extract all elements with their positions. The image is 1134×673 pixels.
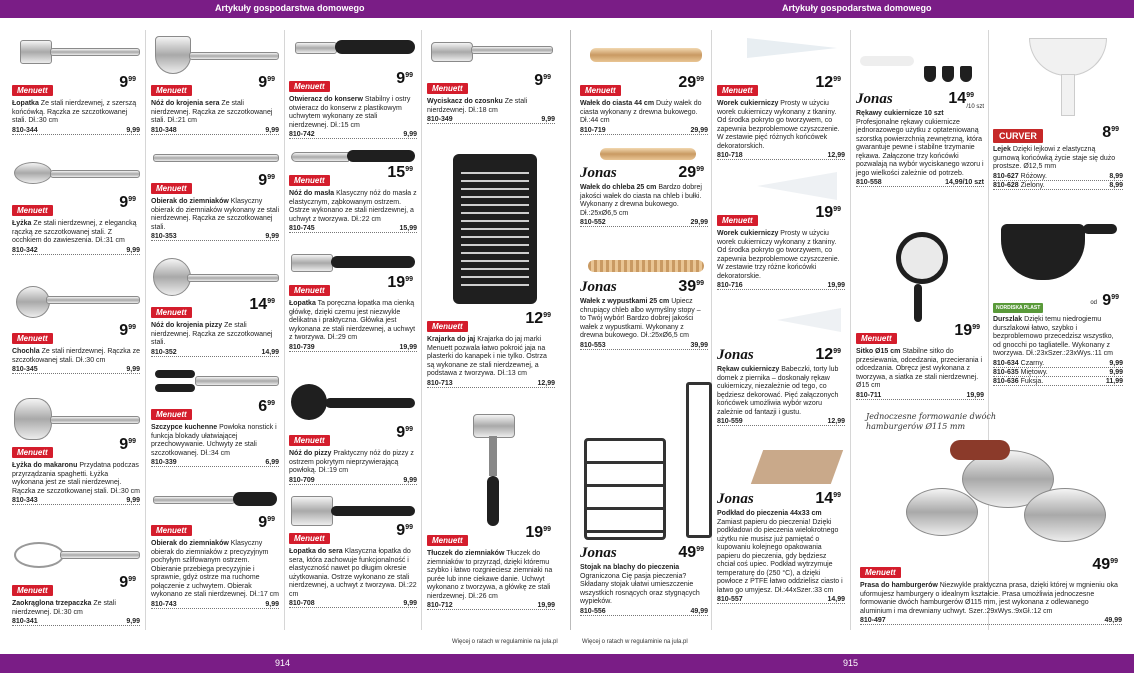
- sku-row: 810-628 Zielony. 8,99: [993, 181, 1123, 189]
- garlic-press-icon: [431, 42, 473, 62]
- can-opener-icon: [295, 42, 337, 54]
- product-card[interactable]: [151, 256, 279, 357]
- product-name: Łyżka do makaronu: [12, 462, 78, 469]
- sku-row: 810-344 9,99: [12, 126, 140, 134]
- price: $19^{99}$: [815, 204, 841, 221]
- brand-logo: Menuett: [12, 447, 53, 458]
- divider: [850, 30, 851, 630]
- brand-logo: Menuett: [151, 409, 192, 420]
- product-card[interactable]: [717, 306, 845, 426]
- brand-logo: Jonas: [580, 165, 617, 181]
- sku-row: 810-716 19,99: [717, 282, 845, 289]
- product-name: Krajarka do jaj: [427, 336, 476, 343]
- product-card[interactable]: [12, 282, 140, 374]
- tongs-icon: [155, 384, 195, 392]
- sku-row: 810-556 49,99: [580, 607, 708, 615]
- brand-logo: Menuett: [717, 85, 758, 96]
- sku-row: 810-635 Miętowy. 9,99: [993, 368, 1123, 376]
- divider: [421, 30, 422, 630]
- bottom-bar: [0, 654, 1134, 673]
- product-card[interactable]: [580, 380, 708, 616]
- piping-bags-icon: [860, 56, 914, 66]
- top-bar: [0, 0, 1134, 18]
- ladle-icon: [16, 286, 50, 318]
- brand-logo: CURVER: [993, 129, 1043, 143]
- brand-logo: Menuett: [12, 585, 53, 596]
- funnel-spout: [1061, 74, 1075, 116]
- brand-logo: Jonas: [580, 545, 617, 561]
- product-card[interactable]: [580, 34, 708, 135]
- handle-icon: [331, 256, 415, 268]
- product-card[interactable]: [717, 450, 845, 604]
- handle-icon: [335, 40, 415, 54]
- nozzle-icon: [924, 66, 936, 82]
- handwritten-note: Jednoczesne formowanie dwóch hamburgerów Ø115 mm: [866, 412, 997, 431]
- brand-logo: Menuett: [289, 533, 330, 544]
- brand-logo: Jonas: [856, 91, 893, 107]
- product-card[interactable]: [289, 250, 417, 352]
- spatula-icon: [20, 40, 52, 64]
- spatula-icon: [291, 254, 333, 272]
- sku-row: 810-636 Fuksja. 11,99: [993, 377, 1123, 385]
- product-description: Prosty w użyciu worek cukierniczy wykonany z tkaniny. Od środka pokryto go tworzywem, co zapewnia bezproblemowe czyszczenie. W zestawie pięć różnych końcówek dekoratorskich.: [717, 100, 840, 150]
- product-description: Klasyczny obierak do ziemniaków z precyzyjnym pochyłym szlifowanym ostrzem. Obieranie przebiega precyzyjnie i sprawnie, gdyż ostrze ma ruchome połączenie z uchwytem. Obierak wykonano ze stali nierdzewnej. Dł.:17 cm: [151, 540, 280, 598]
- product-card[interactable]: [580, 254, 708, 350]
- footnote-right: Więcej o ratach w regulaminie na jula.pl: [582, 639, 688, 645]
- sku-row: 810-353 9,99: [151, 233, 279, 240]
- nozzle-icon: [942, 66, 954, 82]
- product-name: Stojak na blachy do pieczenia: [580, 564, 680, 571]
- price: $9^{99}$: [396, 522, 413, 539]
- handle-icon: [46, 296, 140, 304]
- product-card[interactable]: [12, 34, 140, 135]
- brand-logo: Menuett: [12, 205, 53, 216]
- product-name: Chochla: [12, 348, 40, 355]
- brand-logo: Menuett: [580, 85, 621, 96]
- price: $9^{99}$: [119, 436, 136, 453]
- press-plate-icon: [906, 488, 978, 536]
- sieve-icon: [896, 232, 948, 284]
- brand-logo: Menuett: [12, 85, 53, 96]
- product-description: Ograniczona Cię pasja pieczenia? Składany stojak ułatwi umieszczenie wszystkich rosnących oraz stygnących wypieków.: [580, 572, 700, 605]
- nozzle-icon: [960, 66, 972, 82]
- sku-row: 810-745 15,99: [289, 225, 417, 232]
- price: $9^{99}$: [396, 424, 413, 441]
- brand-logo: Menuett: [151, 85, 192, 96]
- product-description: Praktyczny nóż do pizzy z ostrzem pokrytym nieprzywierającą powłoką. Dł.:19 cm: [289, 450, 414, 474]
- price: $9^{99}$: [119, 194, 136, 211]
- product-description: Profesjonalne rękawy cukiernicze jednorazowego użytku z optateniowaną szorstką powierzchnią zewnętrzną, która gwarantuje pewne i stabilne trzymanie rękawa. Załączone trzy końcówki pozwalają na wybór wyciskanego wzoru i jego wielkości zależnie od potrzeb.: [856, 118, 984, 177]
- price: $9^{99}$: [258, 172, 275, 189]
- sku-row: 810-634 Czarny. 9,99: [993, 359, 1123, 367]
- product-card[interactable]: [993, 34, 1123, 190]
- sku-row: 810-713 12,99: [427, 379, 555, 387]
- product-name: Łopatka: [12, 100, 39, 107]
- peeler-icon: [153, 154, 279, 162]
- product-card[interactable]: [12, 154, 140, 255]
- sku-row: 810-708 9,99: [289, 600, 417, 607]
- brand-logo: NORDISKA PLAST: [993, 303, 1043, 313]
- product-description: Upiecz chrupiący chleb albo wymyślny stopy – to Twój wybór! Bardzo dobrej jakości wałek z wypustkami. Wykonany z drewna bukowego. Dł.:25xØ6,5 cm: [580, 298, 701, 339]
- product-name: Worek cukierniczy: [717, 100, 779, 107]
- page-number-left: 914: [275, 658, 291, 668]
- masher-icon: [473, 414, 515, 438]
- divider: [284, 30, 285, 630]
- cheese-slicer-icon: [155, 36, 191, 74]
- price: $39^{99}$: [678, 278, 704, 295]
- price: $12^{99}$: [815, 346, 841, 363]
- press-plate-icon: [1024, 488, 1106, 542]
- product-name: Łopatka do sera: [289, 548, 343, 555]
- brand-logo: Menuett: [427, 535, 468, 546]
- product-description: Przydatna podczas przyrządzania spaghetti. Łyżka wykonana jest ze stali nierdzewnej. Rączka ze szczotkowanej stali. Dł.:30 cm: [12, 462, 140, 495]
- product-description: Ze stali nierdzewnej, z szerszą końcówką. Rączka ze szczotkowanej stali. Dł.:30 cm: [12, 100, 137, 124]
- product-description: Ta poręczna łopatka ma cienką główkę, dzięki czemu jest niezwykle delikatna i praktyczna. Główka jest wykonana ze stali nierdzewnej, a uchwyt z tworzywa. Dł.:29 cm: [289, 300, 416, 341]
- product-description: Bardzo dobrej jakości wałek do ciasta na chleb i bułki. Wykonany z drewna bukowego. Dł.:25xØ6,5 cm: [580, 184, 702, 217]
- rolling-pin-icon: [590, 48, 702, 62]
- section-title-left: Artykuły gospodarstwa domowego: [215, 3, 365, 13]
- handle-icon: [233, 492, 277, 506]
- product-name: Sitko Ø15 cm: [856, 348, 901, 355]
- slicer-wires: [461, 166, 529, 292]
- product-description: Ze stali nierdzewnej. Dł.:30 cm: [12, 600, 116, 616]
- product-card[interactable]: [289, 380, 417, 485]
- product-name: Wyciskacz do czosnku: [427, 98, 503, 105]
- product-description: Ze stali nierdzewnej. Rączka ze szczotkowanej stali. Dł.:21 cm: [151, 100, 273, 124]
- handle-icon: [50, 170, 140, 178]
- product-card[interactable]: [856, 226, 984, 400]
- brand-logo: Menuett: [289, 175, 330, 186]
- product-name: Rękaw cukierniczy: [717, 366, 780, 373]
- product-card[interactable]: [580, 144, 708, 227]
- brand-logo: Jonas: [580, 279, 617, 295]
- masher-shaft: [489, 436, 497, 476]
- product-description: Duży wałek do ciasta wykonany z drewna bukowego. Dł.:44 cm: [580, 100, 702, 124]
- brand-logo: Menuett: [151, 183, 192, 194]
- peeler-icon: [153, 496, 235, 504]
- product-name: Nóż do masła: [289, 190, 335, 197]
- product-card[interactable]: [151, 488, 279, 609]
- product-description: Stabilne sitko do przesiewania, odcedzania, przecierania i odcedzania. Obręcz jest wykonana z tworzywa, a siatka ze stali nierdzewnej. Ø15 cm: [856, 348, 983, 389]
- handle-icon: [50, 416, 140, 424]
- handle-icon: [471, 46, 553, 54]
- brand-logo: Menuett: [151, 307, 192, 318]
- brand-logo: Jonas: [717, 491, 754, 507]
- knife-icon: [291, 152, 349, 162]
- handle-icon: [189, 52, 279, 60]
- product-name: Wałek do chleba 25 cm: [580, 184, 657, 191]
- sku-row: 810-552 29,99: [580, 219, 708, 226]
- tongs-icon: [155, 370, 195, 378]
- brand-logo: Menuett: [151, 525, 192, 536]
- price: $12^{99}$: [815, 74, 841, 91]
- product-card[interactable]: [12, 396, 140, 505]
- sku-row: 810-558 14,99/10 szt: [856, 179, 984, 186]
- product-name: Lejek: [993, 146, 1011, 153]
- price: $19^{99}$: [954, 322, 980, 339]
- divider: [711, 30, 712, 630]
- brand-logo: Menuett: [289, 435, 330, 446]
- product-description: Prosty w użyciu worek cukierniczy wykonany z tkaniny. Od środka pokryto go tworzywem, co zapewnia bezproblemowe czyszczenie. W zestawie trzy różne końcówki dekoratorskie.: [717, 230, 840, 280]
- price-unit: /10 szt: [966, 104, 984, 110]
- price: $29^{99}$: [678, 74, 704, 91]
- handle-icon: [347, 150, 415, 162]
- product-card[interactable]: [151, 364, 279, 467]
- wooden-handle-icon: [950, 440, 1010, 460]
- sku-row: 810-341 9,99: [12, 618, 140, 625]
- product-description: Ze stali nierdzewnej. Rączka ze szczotkowanej stali.: [151, 322, 273, 346]
- product-card[interactable]: [289, 34, 417, 139]
- brand-logo: Menuett: [289, 81, 330, 92]
- price: $14^{99}$: [249, 296, 275, 313]
- product-description: Ze stali nierdzewnej. Rączka ze szczotkowanej stali. Dł.:30 cm: [12, 348, 141, 364]
- spoon-icon: [14, 162, 52, 184]
- price: $15^{99}$: [387, 164, 413, 181]
- product-description: Klasyczny obierak do ziemniaków wykonany ze stali nierdzewnej. Rączka ze szczotkowanej stali.: [151, 198, 280, 231]
- product-name: Wałek z wypustkami 25 cm: [580, 298, 670, 305]
- product-card[interactable]: [856, 34, 984, 187]
- sku-row: 810-343 9,99: [12, 497, 140, 504]
- price: $9^{99}$: [396, 70, 413, 87]
- sku-row: 810-711 19,99: [856, 391, 984, 399]
- price: $12^{99}$: [525, 310, 551, 327]
- footnote-left: Więcej o ratach w regulaminie na jula.pl: [452, 639, 558, 645]
- page-number-right: 915: [843, 658, 859, 668]
- product-name: Durszlak: [993, 316, 1023, 323]
- handle-icon: [487, 476, 499, 526]
- product-card[interactable]: [289, 146, 417, 233]
- price: $9^{99}$: [119, 322, 136, 339]
- sku-row: 810-627 Różowy. 8,99: [993, 172, 1123, 180]
- handle-icon: [325, 398, 415, 408]
- spiked-rolling-pin-icon: [588, 260, 704, 272]
- brand-logo: Menuett: [427, 321, 468, 332]
- sku-row: 810-718 12,99: [717, 152, 845, 159]
- price: $19^{99}$: [525, 524, 551, 541]
- product-card[interactable]: [860, 556, 1122, 625]
- cooling-rack-icon: [686, 382, 712, 538]
- product-card[interactable]: [12, 536, 140, 626]
- price: $14^{99}$: [948, 90, 974, 107]
- price: $9^{99}$: [119, 74, 136, 91]
- brand-logo: Menuett: [427, 83, 468, 94]
- whisk-icon: [14, 542, 64, 568]
- product-description: Zamiast papieru do pieczenia! Dzięki podkładowi do pieczenia wielokrotnego użytku nie musisz już pamiętać o kupowaniu kolejnego opakowania papieru do pieczenia, gdy będziesz chciał coś upiec. Podkład wytrzymuje temperaturę do (250 °C), a dzięki powłoce z PTFE łatwo oddzielisz ciasto i łatwo go umyjesz. Dł.:44xSzer.:33 cm: [717, 518, 843, 594]
- price: $49^{99}$: [1092, 556, 1118, 573]
- brand-logo: Menuett: [12, 333, 53, 344]
- price: $6^{99}$: [258, 398, 275, 415]
- burger-press-image: [906, 438, 1116, 560]
- product-card[interactable]: [717, 34, 845, 160]
- pizza-wheel-icon: [153, 258, 191, 296]
- product-description: Ze stali nierdzewnej, z elegancką rączką ze szczotkowanej stali. Z occhkiem do zawieszenia. Dł.:31 cm: [12, 220, 137, 244]
- product-description: Klasyczna łopatka do sera, która zachowuje funkcjonalność i elastyczność nawet po długim okresie użytkowania. Ostrze wykonano ze stali nierdzewnej, a uchwyt z tworzywa. Dł.:22 cm: [289, 548, 417, 598]
- product-name: Nóż do krojenia sera: [151, 100, 220, 107]
- handle-icon: [187, 274, 279, 282]
- product-name: Łyżka: [12, 220, 32, 227]
- product-name: Wałek do ciasta 44 cm: [580, 100, 655, 107]
- sku-row: 810-559 12,99: [717, 418, 845, 425]
- product-name: Nóż do krojenia pizzy: [151, 322, 223, 329]
- product-description: Dzięki lejkowi z elastyczną gumową końcówką życie staje się dużo prostsze. Ø12,5 mm: [993, 146, 1116, 170]
- price: $49^{99}$: [678, 544, 704, 561]
- product-description: Dzięki temu niedrogiemu durszlakowi łatwo, szybko i bezproblemowo przecedzisz wszystko, od gnocchi po tagliatelle. Wykonany z tworzywa. Dł.:23xSzer.:23xWys.:11 cm: [993, 316, 1114, 357]
- handle-icon: [60, 551, 140, 559]
- price: $19^{99}$: [387, 274, 413, 291]
- product-name: Obierak do ziemniaków: [151, 540, 229, 547]
- sku-row: 810-349 9,99: [427, 116, 555, 123]
- cooling-rack-icon: [584, 438, 666, 540]
- baking-mat-icon: [751, 450, 843, 484]
- price: $9^{99}$: [119, 574, 136, 591]
- product-name: Łopatka: [289, 300, 316, 307]
- piping-bag-icon: [747, 38, 837, 58]
- product-name: Tłuczek do ziemniaków: [427, 550, 505, 557]
- rolling-pin-icon: [600, 148, 696, 160]
- product-name: Otwieracz do konserw: [289, 96, 363, 103]
- product-card[interactable]: [427, 150, 555, 388]
- sku-row: 810-345 9,99: [12, 366, 140, 373]
- price: $9^{99}$: [258, 74, 275, 91]
- colander-icon: [1001, 224, 1085, 280]
- product-description: Tłuczek do ziemniaków to przyrząd, dzięki któremu szybko i łatwo rozgnieciesz ziemniaki na purée lub inne ciekawe danie. Uchwyt wykonano z tworzywa, a główkę ze stali nierdzewnej. Dł.:26 cm: [427, 550, 553, 600]
- brand-logo: Menuett: [860, 567, 901, 578]
- sku-row: 810-342 9,99: [12, 246, 140, 254]
- funnel-icon: [1029, 38, 1107, 76]
- handle-icon: [331, 506, 415, 516]
- cheese-server-icon: [291, 496, 333, 526]
- price: $14^{99}$: [815, 490, 841, 507]
- price: $29^{99}$: [678, 164, 704, 181]
- piping-bag-icon: [757, 172, 837, 200]
- product-card[interactable]: [151, 148, 279, 241]
- product-card[interactable]: [289, 494, 417, 608]
- product-description: Stabilny i ostry otwieracz do konserw z plastikowym uchwytem wykonany ze stali nierdzewnej. Dł.:15 cm: [289, 96, 411, 129]
- handle-icon: [1083, 224, 1117, 234]
- section-title-right: Artykuły gospodarstwa domowego: [782, 3, 932, 13]
- price: $9^{99}$: [258, 514, 275, 531]
- product-name: Szczypce kuchenne: [151, 424, 218, 431]
- brand-logo: Menuett: [856, 333, 897, 344]
- handle-icon: [195, 376, 279, 386]
- product-card[interactable]: [993, 210, 1123, 386]
- handle-icon: [50, 48, 140, 56]
- divider: [145, 30, 146, 630]
- sku-row: 810-712 19,99: [427, 602, 555, 609]
- brand-logo: Menuett: [289, 285, 330, 296]
- product-name: Prasa do hamburgerów: [860, 582, 938, 589]
- price: $9^{99}$: [1102, 292, 1119, 309]
- product-description: Ze stali nierdzewnej. Dł.:18 cm: [427, 98, 528, 114]
- product-card[interactable]: [427, 34, 555, 124]
- brand-logo: Menuett: [717, 215, 758, 226]
- sku-row: 810-743 9,99: [151, 600, 279, 608]
- product-description: Klasyczny nóż do masła z elastycznym, ząbkowanym ostrzem. Ostrze wykonano ze stali nierdzewnej, a uchwyt z tworzywa. Dł.:22 cm: [289, 190, 417, 223]
- sku-row: 810-348 9,99: [151, 126, 279, 134]
- sku-row: 810-709 9,99: [289, 476, 417, 484]
- product-description: Krajarka do jaj marki Menuett pozwala łatwo pokroić jaja na plasterki do kanapek i nie tylko. Ostrza są wykonane ze stali nierdzewnej, a podstawa z tworzywa. Dł.:13 cm: [427, 336, 547, 377]
- price: $8^{99}$: [1102, 124, 1119, 141]
- product-card[interactable]: [151, 34, 279, 135]
- price: $9^{99}$: [534, 72, 551, 89]
- product-name: Rękawy cukiernicze 10 szt: [856, 110, 944, 117]
- product-card[interactable]: [717, 166, 845, 290]
- sku-row: 810-719 29,99: [580, 126, 708, 134]
- sku-row: 810-497 49,99: [860, 617, 1122, 624]
- sku-row: 810-339 6,99: [151, 459, 279, 466]
- sku-row: 810-553 39,99: [580, 341, 708, 349]
- product-description: Babeczki, torty lub domek z piernika – doskonały rękaw cukierniczy, niezależnie od tego, co będziesz dekorować. Pięć załączonych końcówek umożliwia wybór wzoru zależnie od fantazji i gustu.: [717, 366, 839, 416]
- product-name: Zaokrąglona trzepaczka: [12, 600, 92, 607]
- pasta-spoon-icon: [14, 398, 52, 440]
- product-name: Nóż do pizzy: [289, 450, 332, 457]
- product-name: Podkład do pieczenia 44x33 cm: [717, 510, 822, 517]
- product-description: Powłoka nonstick i funkcja blokady ułatwiającej przechowywanie. Uchwyty ze stali szczotkowanej. Dł.:34 cm: [151, 424, 277, 457]
- price-prefix: od: [1090, 300, 1097, 306]
- pizza-cutter-icon: [291, 384, 327, 420]
- product-description: Niezwykle praktyczna prasa, dzięki której w mgnieniu oka uformujesz hamburgery o idealnym kształcie. Prasa umożliwia jednoczesne formowanie dwóch hamburgerów Ø115 mm, jest wykonana z odlewanego aluminium i ma drewniany uchwyt. Szer.:29xWys.:9xGł.:12 cm: [860, 582, 1118, 615]
- page-gutter: [570, 30, 571, 630]
- sku-row: 810-352 14,99: [151, 348, 279, 356]
- handle-icon: [914, 284, 922, 322]
- brand-logo: Jonas: [717, 347, 754, 363]
- sku-row: 810-739 19,99: [289, 343, 417, 351]
- product-card[interactable]: [427, 412, 555, 610]
- product-name: Obierak do ziemniaków: [151, 198, 229, 205]
- piping-bag-icon: [777, 308, 841, 332]
- sku-row: 810-742 9,99: [289, 131, 417, 138]
- product-name: Worek cukierniczy: [717, 230, 779, 237]
- sku-row: 810-557 14,99: [717, 596, 845, 603]
